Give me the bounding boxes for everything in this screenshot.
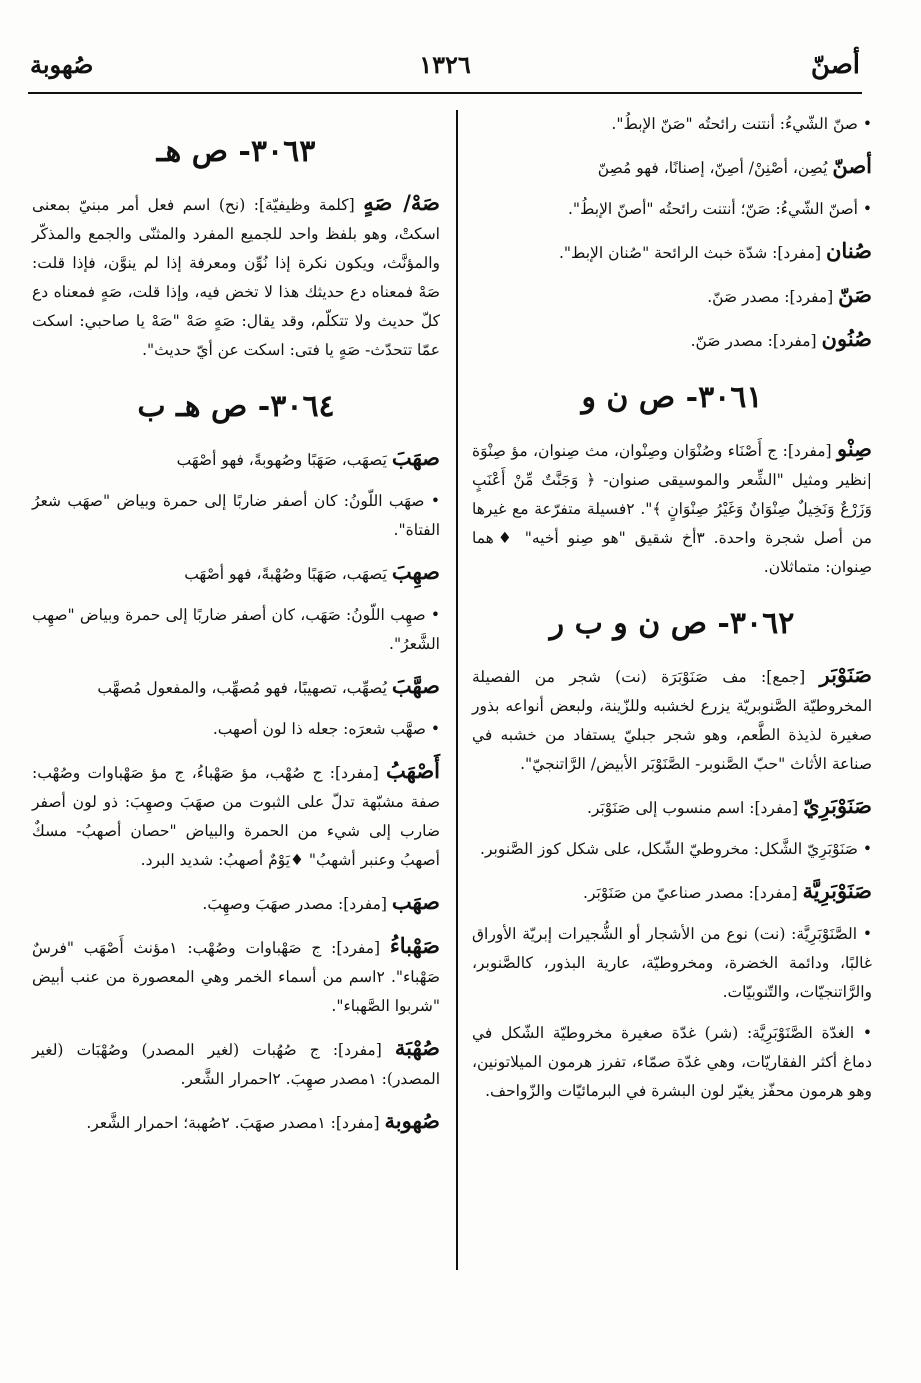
entry-definition: • صنّ الشّيءُ: أنتنت رائحتُه "صَنّ الإبطُ". <box>611 115 872 133</box>
entry-definition: [مفرد]: اسم منسوب إلى صَنَوْبَر. <box>586 799 799 817</box>
dictionary-entry <box>32 188 440 365</box>
entry-definition: [مفرد]: مصدر صَنّ. <box>707 288 834 306</box>
dictionary-entry <box>472 1019 872 1106</box>
entry-definition: [مفرد]: شدّة خبث الرائحة "صُنان الإبط". <box>558 244 822 262</box>
entry-definition: [مفرد]: ج أَصْنَاء وصُنْوَان وصِنْوان، مث صِنوان، مؤ صِنْوَة ‏|نظير ومثيل "الشِّعر والموسيقى صنوان- ﴿ وَجَنَّتٌ مِّنْ أَعْنَبٍ وَزَرْعٌ وَنَخِيلٌ صِنْوَانٌ وَغَيْرُ صِنْوَانٍ ﴾". ٢فسيلة متفرّعة مع غيرها من أصل شجرة واحدة. ٣أخ شقيق "هو صِنو أخيه" ♦هما صِنوان: متماثلان. <box>472 442 873 576</box>
dictionary-entry <box>472 151 872 183</box>
entry-definition: [كلمة وظيفيّة]: (نح) اسم فعل أمر مبنيّ بمعنى اسكتْ، وهو بلفظ واحد للجميع المفرد والمثنّى والجمع والمذكّر والمؤنَّث، ويكون نكرة إذا نُوِّن ومعرفة إذا لم ينوَّن، فإذا قلت: صَهْ فمعناه دع حديثك هذا لا تخض فيه، وإذا قلت، صَهٍ فمعناه دع كلّ حديث ولا تتكلّم، وقد يقال: صَهٍ صَهْ "صَهْ يا صاحبي: اسكت عمّا تتحدّث- صَهٍ يا فتى: اسكت عن أيّ حديث". <box>32 196 440 359</box>
dictionary-entry <box>32 1106 440 1138</box>
dictionary-entry <box>472 280 872 312</box>
entry-headword: صَنَوْبَرِيَّة <box>802 878 872 903</box>
entry-definition: [مفرد]: مصدر صهَبَ وصهِبَ. <box>202 895 387 913</box>
entry-headword: صُهْبَة <box>394 1035 440 1060</box>
dictionary-entry <box>32 756 440 875</box>
entry-definition: [مفرد]: ١مصدر صهَبَ. ٢صُهبة؛ احمرار الشَّعر. <box>86 1114 380 1132</box>
dictionary-entry <box>32 931 440 1021</box>
entry-headword: صَنّ <box>838 282 872 307</box>
entry-headword: صهَّبَ <box>391 673 440 698</box>
entry-definition: • صهَّب شعرَه: جعله ذا لون أصهب. <box>212 720 440 738</box>
section-heading: ٣٠٦٢- ص ن و ب ر <box>549 606 795 641</box>
dictionary-entry <box>32 557 440 589</box>
section-heading: ٣٠٦٣- ص هـ <box>156 134 316 169</box>
page-header <box>30 50 860 90</box>
entry-headword: صَنَوْبَر <box>819 662 872 687</box>
entry-definition: [مفرد]: مصدر صناعيّ من صَنَوْبَر. <box>583 884 798 902</box>
dictionary-entry <box>472 324 872 356</box>
entry-headword: أصنّ <box>832 153 872 178</box>
entry-definition: [جمع]: مف صَنَوْبَرَة (نت) شجر من الفصيلة المخروطيّة الصَّنوبريّة يزرع لخشبه وللزّينة، ولبعض أنواعه بذور صغيرة لذيذة الطَّعم، وهو شجر جبليّ يستفاد من خشبه في صناعة الأثاث "حبّ الصَّنوبر- الصَّنَوْبَر الأبيض/ الرَّاتنجيّ". <box>472 668 872 773</box>
dictionary-entry <box>32 443 440 475</box>
entry-definition: • الغدّة الصَّنَوْبَرِيَّة: (شر) غدّة صغيرة مخروطيّة الشّكل في دماغ أكثر الفقاريّات، وهي غدّة صمّاء، تفرز هرمون الميلاتونين، وهو هرمون محفّز يغيّر لون البشرة في البرمائيّات والزّواحف. <box>472 1024 872 1100</box>
dictionary-entry <box>32 671 440 703</box>
entry-headword: صُهوبة <box>384 1108 440 1133</box>
entry-headword: صهَب <box>391 889 440 914</box>
entry-headword: صِنْو <box>836 436 872 461</box>
entry-definition: [مفرد]: ج صُهُبات (لغير المصدر) وصُهْبَات (لغير المصدر): ١مصدر صهِبَ. ٢احمرار الشَّعر. <box>32 1041 440 1088</box>
dictionary-entry <box>472 195 872 224</box>
entry-headword: صهَبَ <box>391 445 440 470</box>
right-column <box>472 110 872 1118</box>
dictionary-entry <box>472 920 872 1007</box>
header-last-word: صُهوبة <box>30 50 94 79</box>
entry-definition: • الصَّنَوْبَرِيَّة: (نت) نوع من الأشجار أو الشُّجيرات إبريّة الأوراق غالبًا، ودائمة الخضرة، ومخروطيّة، عارية البذور، كالصَّنوبر، والرَّاتنجيّات، والتّنوبيّات. <box>472 925 872 1001</box>
entry-definition: يَصهَب، صَهَبًا وصُهْبةً، فهو أصْهَب <box>184 565 387 583</box>
dictionary-entry <box>472 236 872 268</box>
page-number: ١٣٢٦ <box>419 50 471 79</box>
entry-definition: يُصهِّب، تصهيبًا، فهو مُصهِّب، والمفعول مُصهَّب <box>97 679 387 697</box>
entry-definition: • أصنّ الشّيءُ: صَنّ؛ أنتنت رائحتُه "أصنّ الإبطُ". <box>568 200 872 218</box>
section-heading: ٣٠٦٤- ص هـ ب <box>137 389 335 424</box>
dictionary-entry <box>472 660 872 779</box>
dictionary-entry <box>472 876 872 908</box>
dictionary-entry <box>472 835 872 864</box>
dictionary-entry <box>32 887 440 919</box>
dictionary-entry <box>32 715 440 744</box>
entry-definition: [مفرد]: مصدر صَنّ. <box>690 332 817 350</box>
section-heading: ٣٠٦١- ص ن و <box>581 380 763 415</box>
entry-headword: صُنُون <box>821 326 872 351</box>
dictionary-entry <box>32 487 440 545</box>
entry-definition: يُصِن، أصْنِنْ/ أصِنّ، إصنانًا، فهو مُصِنّ <box>597 159 828 177</box>
header-rule <box>28 92 862 94</box>
column-divider <box>456 110 458 1270</box>
entry-definition: [مفرد]: ج صُهْب، مؤ صَهْباءُ، ج مؤ صَهْباوات وصُهْب: صفة مشبّهة تدلّ على الثبوت من صهَبَ وصهِبَ: ذو لون أصفر ضارب إلى شيء من الحمرة والبياض "حصان أصهبُ- مسكٌ أصهبُ وعنبر أشهبُ" ♦يَوْمٌ أصهبُ: شديد البرد. <box>32 764 440 869</box>
dictionary-entry <box>32 601 440 659</box>
entry-headword: صَنَوْبَرِيّ <box>803 793 872 818</box>
entry-definition: • صهِب اللّونُ: صَهَب، كان أصفر ضاربًا إلى حمرة وبياض "صهِب الشَّعرُ". <box>32 606 440 653</box>
entry-definition: يَصهَب، صَهَبًا وصُهوبةً، فهو أصْهَب <box>176 451 387 469</box>
dictionary-entry <box>32 1033 440 1094</box>
entry-headword: أَصْهَبُ <box>386 758 440 783</box>
entry-headword: صَهْ/ صَهٍ <box>363 190 440 215</box>
entry-definition: [مفرد]: ج صَهْباوات وصُهْب: ١مؤنث أَصْهَب "فرسٌ صَهْباء". ٢اسم من أسماء الخمر وهي المعصورة من عنب أبيض "شربوا الصَّهباء". <box>32 939 440 1015</box>
entry-definition: • صهَب اللّونُ: كان أصفر ضاربًا إلى حمرة وبياض "صهَب شعرُ الفتاة". <box>32 492 440 539</box>
dictionary-entry <box>472 791 872 823</box>
dictionary-entry <box>472 110 872 139</box>
entry-headword: صهِبَ <box>391 559 440 584</box>
header-first-word: أصنّ <box>810 50 860 80</box>
left-column <box>32 110 440 1150</box>
entry-headword: صَهْباءُ <box>389 933 441 958</box>
dictionary-entry <box>472 434 872 582</box>
entry-definition: • صَنَوْبَرِيّ الشَّكل: مخروطيّ الشّكل، على شكل كوز الصَّنوبر. <box>480 840 872 858</box>
entry-headword: صُنان <box>826 238 872 263</box>
